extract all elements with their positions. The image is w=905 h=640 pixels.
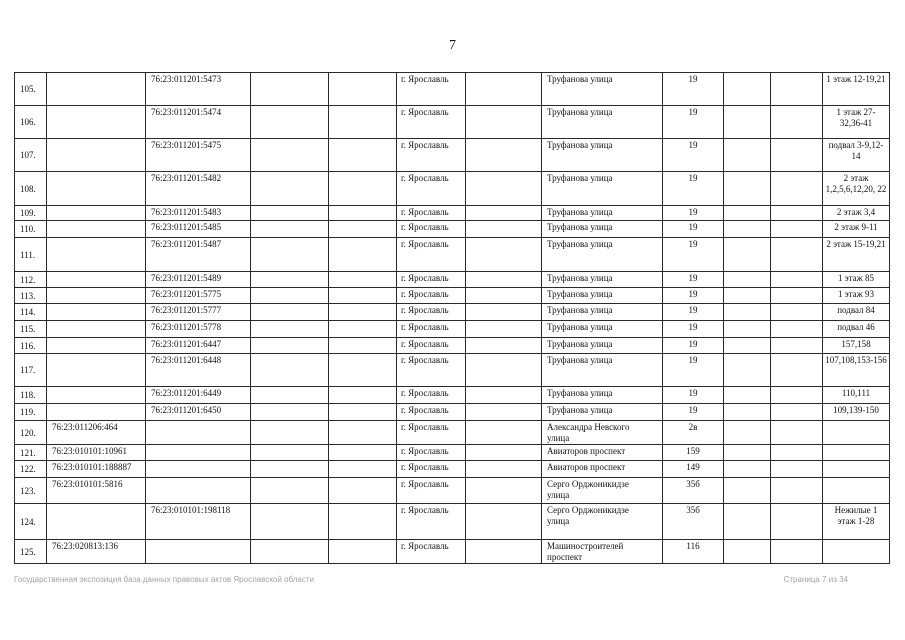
premises-description: 110,111 xyxy=(823,387,890,404)
building-cadastral-number xyxy=(47,272,146,288)
empty-cell xyxy=(251,461,329,478)
empty-cell xyxy=(466,404,542,421)
row-number: 118. xyxy=(15,387,47,404)
premises-description: Нежилые 1 этаж 1-28 xyxy=(823,504,890,540)
empty-cell xyxy=(466,221,542,238)
premises-description: 2 этаж 15-19,21 xyxy=(823,238,890,272)
street-name: Серго Орджоникидзе улица xyxy=(542,504,663,540)
street-name: Александра Невского улица xyxy=(542,421,663,445)
city-name: г. Ярославль xyxy=(397,206,466,221)
empty-cell xyxy=(724,73,771,106)
house-number: 19 xyxy=(663,206,724,221)
building-cadastral-number xyxy=(47,172,146,206)
building-cadastral-number: 76:23:010101:10961 xyxy=(47,445,146,461)
empty-cell xyxy=(251,238,329,272)
table-row xyxy=(15,540,890,564)
building-cadastral-number xyxy=(47,206,146,221)
empty-cell xyxy=(724,238,771,272)
empty-cell xyxy=(251,421,329,445)
city-name: г. Ярославль xyxy=(397,221,466,238)
empty-cell xyxy=(771,461,823,478)
house-number: 19 xyxy=(663,221,724,238)
empty-cell xyxy=(724,354,771,387)
empty-cell xyxy=(329,238,397,272)
empty-cell xyxy=(251,139,329,172)
street-name: Труфанова улица xyxy=(542,354,663,387)
room-cadastral-number: 76:23:011201:5474 xyxy=(146,106,251,139)
row-number: 114. xyxy=(15,304,47,321)
street-name: Машиностроителей проспект xyxy=(542,540,663,564)
empty-cell xyxy=(771,321,823,338)
empty-cell xyxy=(329,478,397,504)
city-name: г. Ярославль xyxy=(397,421,466,445)
empty-cell xyxy=(329,354,397,387)
empty-cell xyxy=(724,272,771,288)
empty-cell xyxy=(771,73,823,106)
city-name: г. Ярославль xyxy=(397,272,466,288)
city-name: г. Ярославль xyxy=(397,445,466,461)
house-number: 19 xyxy=(663,238,724,272)
house-number: 19 xyxy=(663,288,724,304)
empty-cell xyxy=(329,504,397,540)
empty-cell xyxy=(771,139,823,172)
row-number: 106. xyxy=(15,106,47,139)
empty-cell xyxy=(466,461,542,478)
room-cadastral-number: 76:23:011201:5775 xyxy=(146,288,251,304)
premises-description: 107,108,153-156 xyxy=(823,354,890,387)
city-name: г. Ярославль xyxy=(397,504,466,540)
table-row xyxy=(15,172,890,206)
table-row xyxy=(15,73,890,106)
premises-description: 2 этаж 1,2,5,6,12,20, 22 xyxy=(823,172,890,206)
house-number: 19 xyxy=(663,172,724,206)
room-cadastral-number: 76:23:011201:5473 xyxy=(146,73,251,106)
page-number: 7 xyxy=(449,38,456,53)
table-row xyxy=(15,221,890,238)
empty-cell xyxy=(329,304,397,321)
house-number: 19 xyxy=(663,321,724,338)
city-name: г. Ярославль xyxy=(397,172,466,206)
footer-source: Государственная экспозиция база данных правовых актов Ярославской области xyxy=(14,575,314,584)
row-number: 109. xyxy=(15,206,47,221)
table-body xyxy=(15,73,890,564)
row-number: 119. xyxy=(15,404,47,421)
empty-cell xyxy=(251,304,329,321)
table-row xyxy=(15,106,890,139)
empty-cell xyxy=(251,445,329,461)
empty-cell xyxy=(251,73,329,106)
house-number: 19 xyxy=(663,106,724,139)
room-cadastral-number: 76:23:011201:5482 xyxy=(146,172,251,206)
empty-cell xyxy=(724,540,771,564)
city-name: г. Ярославль xyxy=(397,304,466,321)
room-cadastral-number xyxy=(146,421,251,445)
house-number: 19 xyxy=(663,387,724,404)
empty-cell xyxy=(466,504,542,540)
table-row xyxy=(15,338,890,354)
empty-cell xyxy=(251,404,329,421)
room-cadastral-number: 76:23:011201:6449 xyxy=(146,387,251,404)
empty-cell xyxy=(771,354,823,387)
house-number: 159 xyxy=(663,445,724,461)
empty-cell xyxy=(329,321,397,338)
empty-cell xyxy=(466,338,542,354)
empty-cell xyxy=(466,445,542,461)
empty-cell xyxy=(771,404,823,421)
row-number: 116. xyxy=(15,338,47,354)
empty-cell xyxy=(771,387,823,404)
empty-cell xyxy=(724,106,771,139)
house-number: 149 xyxy=(663,461,724,478)
building-cadastral-number xyxy=(47,139,146,172)
premises-description: 2 этаж 3,4 xyxy=(823,206,890,221)
empty-cell xyxy=(771,172,823,206)
row-number: 123. xyxy=(15,478,47,504)
empty-cell xyxy=(466,288,542,304)
empty-cell xyxy=(251,354,329,387)
row-number: 107. xyxy=(15,139,47,172)
premises-description: 1 этаж 12-19,21 xyxy=(823,73,890,106)
city-name: г. Ярославль xyxy=(397,139,466,172)
empty-cell xyxy=(771,304,823,321)
empty-cell xyxy=(724,221,771,238)
empty-cell xyxy=(329,421,397,445)
premises-description: 109,139-150 xyxy=(823,404,890,421)
empty-cell xyxy=(771,106,823,139)
empty-cell xyxy=(724,445,771,461)
row-number: 124. xyxy=(15,504,47,540)
street-name: Труфанова улица xyxy=(542,238,663,272)
empty-cell xyxy=(771,421,823,445)
empty-cell xyxy=(771,206,823,221)
room-cadastral-number: 76:23:011201:6447 xyxy=(146,338,251,354)
empty-cell xyxy=(724,478,771,504)
room-cadastral-number: 76:23:011201:5483 xyxy=(146,206,251,221)
empty-cell xyxy=(329,288,397,304)
room-cadastral-number: 76:23:011201:5485 xyxy=(146,221,251,238)
empty-cell xyxy=(466,354,542,387)
street-name: Труфанова улица xyxy=(542,221,663,238)
room-cadastral-number: 76:23:011201:6450 xyxy=(146,404,251,421)
city-name: г. Ярославль xyxy=(397,404,466,421)
premises-description xyxy=(823,478,890,504)
empty-cell xyxy=(724,206,771,221)
house-number: 116 xyxy=(663,540,724,564)
street-name: Труфанова улица xyxy=(542,304,663,321)
building-cadastral-number: 76:23:020813:136 xyxy=(47,540,146,564)
house-number: 19 xyxy=(663,404,724,421)
empty-cell xyxy=(329,445,397,461)
objects-table xyxy=(14,72,890,564)
empty-cell xyxy=(771,288,823,304)
city-name: г. Ярославль xyxy=(397,338,466,354)
empty-cell xyxy=(771,272,823,288)
empty-cell xyxy=(329,106,397,139)
house-number: 19 xyxy=(663,73,724,106)
street-name: Труфанова улица xyxy=(542,139,663,172)
premises-description xyxy=(823,421,890,445)
room-cadastral-number: 76:23:011201:6448 xyxy=(146,354,251,387)
premises-description xyxy=(823,540,890,564)
row-number: 115. xyxy=(15,321,47,338)
empty-cell xyxy=(329,206,397,221)
empty-cell xyxy=(329,139,397,172)
city-name: г. Ярославль xyxy=(397,288,466,304)
city-name: г. Ярославль xyxy=(397,354,466,387)
building-cadastral-number xyxy=(47,387,146,404)
empty-cell xyxy=(771,504,823,540)
city-name: г. Ярославль xyxy=(397,238,466,272)
empty-cell xyxy=(771,338,823,354)
empty-cell xyxy=(466,540,542,564)
empty-cell xyxy=(771,478,823,504)
empty-cell xyxy=(466,304,542,321)
street-name: Труфанова улица xyxy=(542,206,663,221)
city-name: г. Ярославль xyxy=(397,321,466,338)
table-row xyxy=(15,387,890,404)
row-number: 122. xyxy=(15,461,47,478)
empty-cell xyxy=(466,321,542,338)
empty-cell xyxy=(251,288,329,304)
footer-page-counter: Страница 7 из 34 xyxy=(783,575,848,584)
empty-cell xyxy=(251,321,329,338)
row-number: 112. xyxy=(15,272,47,288)
city-name: г. Ярославль xyxy=(397,387,466,404)
street-name: Авиаторов проспект xyxy=(542,461,663,478)
empty-cell xyxy=(329,73,397,106)
room-cadastral-number: 76:23:011201:5475 xyxy=(146,139,251,172)
empty-cell xyxy=(466,387,542,404)
empty-cell xyxy=(329,387,397,404)
table-row xyxy=(15,206,890,221)
room-cadastral-number xyxy=(146,540,251,564)
table-row xyxy=(15,461,890,478)
empty-cell xyxy=(466,272,542,288)
premises-description: подвал 84 xyxy=(823,304,890,321)
empty-cell xyxy=(466,172,542,206)
room-cadastral-number xyxy=(146,478,251,504)
empty-cell xyxy=(466,421,542,445)
row-number: 105. xyxy=(15,73,47,106)
street-name: Труфанова улица xyxy=(542,172,663,206)
table-row xyxy=(15,421,890,445)
empty-cell xyxy=(771,540,823,564)
empty-cell xyxy=(329,461,397,478)
table-row xyxy=(15,321,890,338)
table-row xyxy=(15,288,890,304)
table-row xyxy=(15,354,890,387)
room-cadastral-number: 76:23:011201:5777 xyxy=(146,304,251,321)
premises-description: подвал 46 xyxy=(823,321,890,338)
empty-cell xyxy=(329,404,397,421)
house-number: 19 xyxy=(663,139,724,172)
building-cadastral-number xyxy=(47,354,146,387)
empty-cell xyxy=(329,338,397,354)
city-name: г. Ярославль xyxy=(397,540,466,564)
premises-description: 1 этаж 93 xyxy=(823,288,890,304)
room-cadastral-number xyxy=(146,461,251,478)
empty-cell xyxy=(771,221,823,238)
empty-cell xyxy=(724,321,771,338)
row-number: 110. xyxy=(15,221,47,238)
empty-cell xyxy=(724,387,771,404)
empty-cell xyxy=(724,172,771,206)
house-number: 35б xyxy=(663,504,724,540)
room-cadastral-number: 76:23:011201:5778 xyxy=(146,321,251,338)
empty-cell xyxy=(771,445,823,461)
empty-cell xyxy=(251,387,329,404)
row-number: 120. xyxy=(15,421,47,445)
room-cadastral-number xyxy=(146,445,251,461)
table-row xyxy=(15,504,890,540)
empty-cell xyxy=(466,206,542,221)
premises-description: 157,158 xyxy=(823,338,890,354)
building-cadastral-number xyxy=(47,221,146,238)
room-cadastral-number: 76:23:011201:5487 xyxy=(146,238,251,272)
room-cadastral-number: 76:23:010101:198118 xyxy=(146,504,251,540)
row-number: 113. xyxy=(15,288,47,304)
house-number: 19 xyxy=(663,272,724,288)
premises-description xyxy=(823,461,890,478)
table-row xyxy=(15,445,890,461)
building-cadastral-number xyxy=(47,338,146,354)
house-number: 35б xyxy=(663,478,724,504)
street-name: Авиаторов проспект xyxy=(542,445,663,461)
street-name: Серго Орджоникидзе улица xyxy=(542,478,663,504)
empty-cell xyxy=(724,338,771,354)
house-number: 19 xyxy=(663,354,724,387)
building-cadastral-number xyxy=(47,238,146,272)
premises-description: 1 этаж 85 xyxy=(823,272,890,288)
building-cadastral-number: 76:23:011206:464 xyxy=(47,421,146,445)
house-number: 19 xyxy=(663,304,724,321)
empty-cell xyxy=(251,172,329,206)
building-cadastral-number xyxy=(47,288,146,304)
premises-description: 2 этаж 9-11 xyxy=(823,221,890,238)
empty-cell xyxy=(251,478,329,504)
table-row xyxy=(15,478,890,504)
empty-cell xyxy=(466,106,542,139)
table-row xyxy=(15,272,890,288)
empty-cell xyxy=(251,106,329,139)
empty-cell xyxy=(251,206,329,221)
empty-cell xyxy=(466,238,542,272)
empty-cell xyxy=(251,540,329,564)
building-cadastral-number xyxy=(47,106,146,139)
street-name: Труфанова улица xyxy=(542,106,663,139)
building-cadastral-number: 76:23:010101:188887 xyxy=(47,461,146,478)
empty-cell xyxy=(251,221,329,238)
table-row xyxy=(15,404,890,421)
premises-description: 1 этаж 27-32,36-41 xyxy=(823,106,890,139)
city-name: г. Ярославль xyxy=(397,478,466,504)
empty-cell xyxy=(466,73,542,106)
building-cadastral-number xyxy=(47,73,146,106)
street-name: Труфанова улица xyxy=(542,73,663,106)
empty-cell xyxy=(724,304,771,321)
room-cadastral-number: 76:23:011201:5489 xyxy=(146,272,251,288)
premises-description: подвал 3-9,12-14 xyxy=(823,139,890,172)
empty-cell xyxy=(466,139,542,172)
empty-cell xyxy=(724,139,771,172)
premises-description xyxy=(823,445,890,461)
empty-cell xyxy=(724,461,771,478)
row-number: 111. xyxy=(15,238,47,272)
empty-cell xyxy=(724,288,771,304)
street-name: Труфанова улица xyxy=(542,288,663,304)
empty-cell xyxy=(329,272,397,288)
city-name: г. Ярославль xyxy=(397,106,466,139)
building-cadastral-number xyxy=(47,404,146,421)
empty-cell xyxy=(724,421,771,445)
street-name: Труфанова улица xyxy=(542,404,663,421)
row-number: 125. xyxy=(15,540,47,564)
house-number: 19 xyxy=(663,338,724,354)
street-name: Труфанова улица xyxy=(542,321,663,338)
building-cadastral-number xyxy=(47,321,146,338)
empty-cell xyxy=(724,504,771,540)
building-cadastral-number xyxy=(47,304,146,321)
empty-cell xyxy=(329,540,397,564)
building-cadastral-number: 76:23:010101:5816 xyxy=(47,478,146,504)
empty-cell xyxy=(251,338,329,354)
table-row xyxy=(15,139,890,172)
empty-cell xyxy=(251,504,329,540)
empty-cell xyxy=(466,478,542,504)
street-name: Труфанова улица xyxy=(542,338,663,354)
table-row xyxy=(15,304,890,321)
house-number: 2в xyxy=(663,421,724,445)
row-number: 117. xyxy=(15,354,47,387)
table-row xyxy=(15,238,890,272)
empty-cell xyxy=(724,404,771,421)
street-name: Труфанова улица xyxy=(542,387,663,404)
city-name: г. Ярославль xyxy=(397,461,466,478)
city-name: г. Ярославль xyxy=(397,73,466,106)
empty-cell xyxy=(771,238,823,272)
empty-cell xyxy=(329,221,397,238)
street-name: Труфанова улица xyxy=(542,272,663,288)
empty-cell xyxy=(329,172,397,206)
building-cadastral-number xyxy=(47,504,146,540)
row-number: 121. xyxy=(15,445,47,461)
empty-cell xyxy=(251,272,329,288)
row-number: 108. xyxy=(15,172,47,206)
